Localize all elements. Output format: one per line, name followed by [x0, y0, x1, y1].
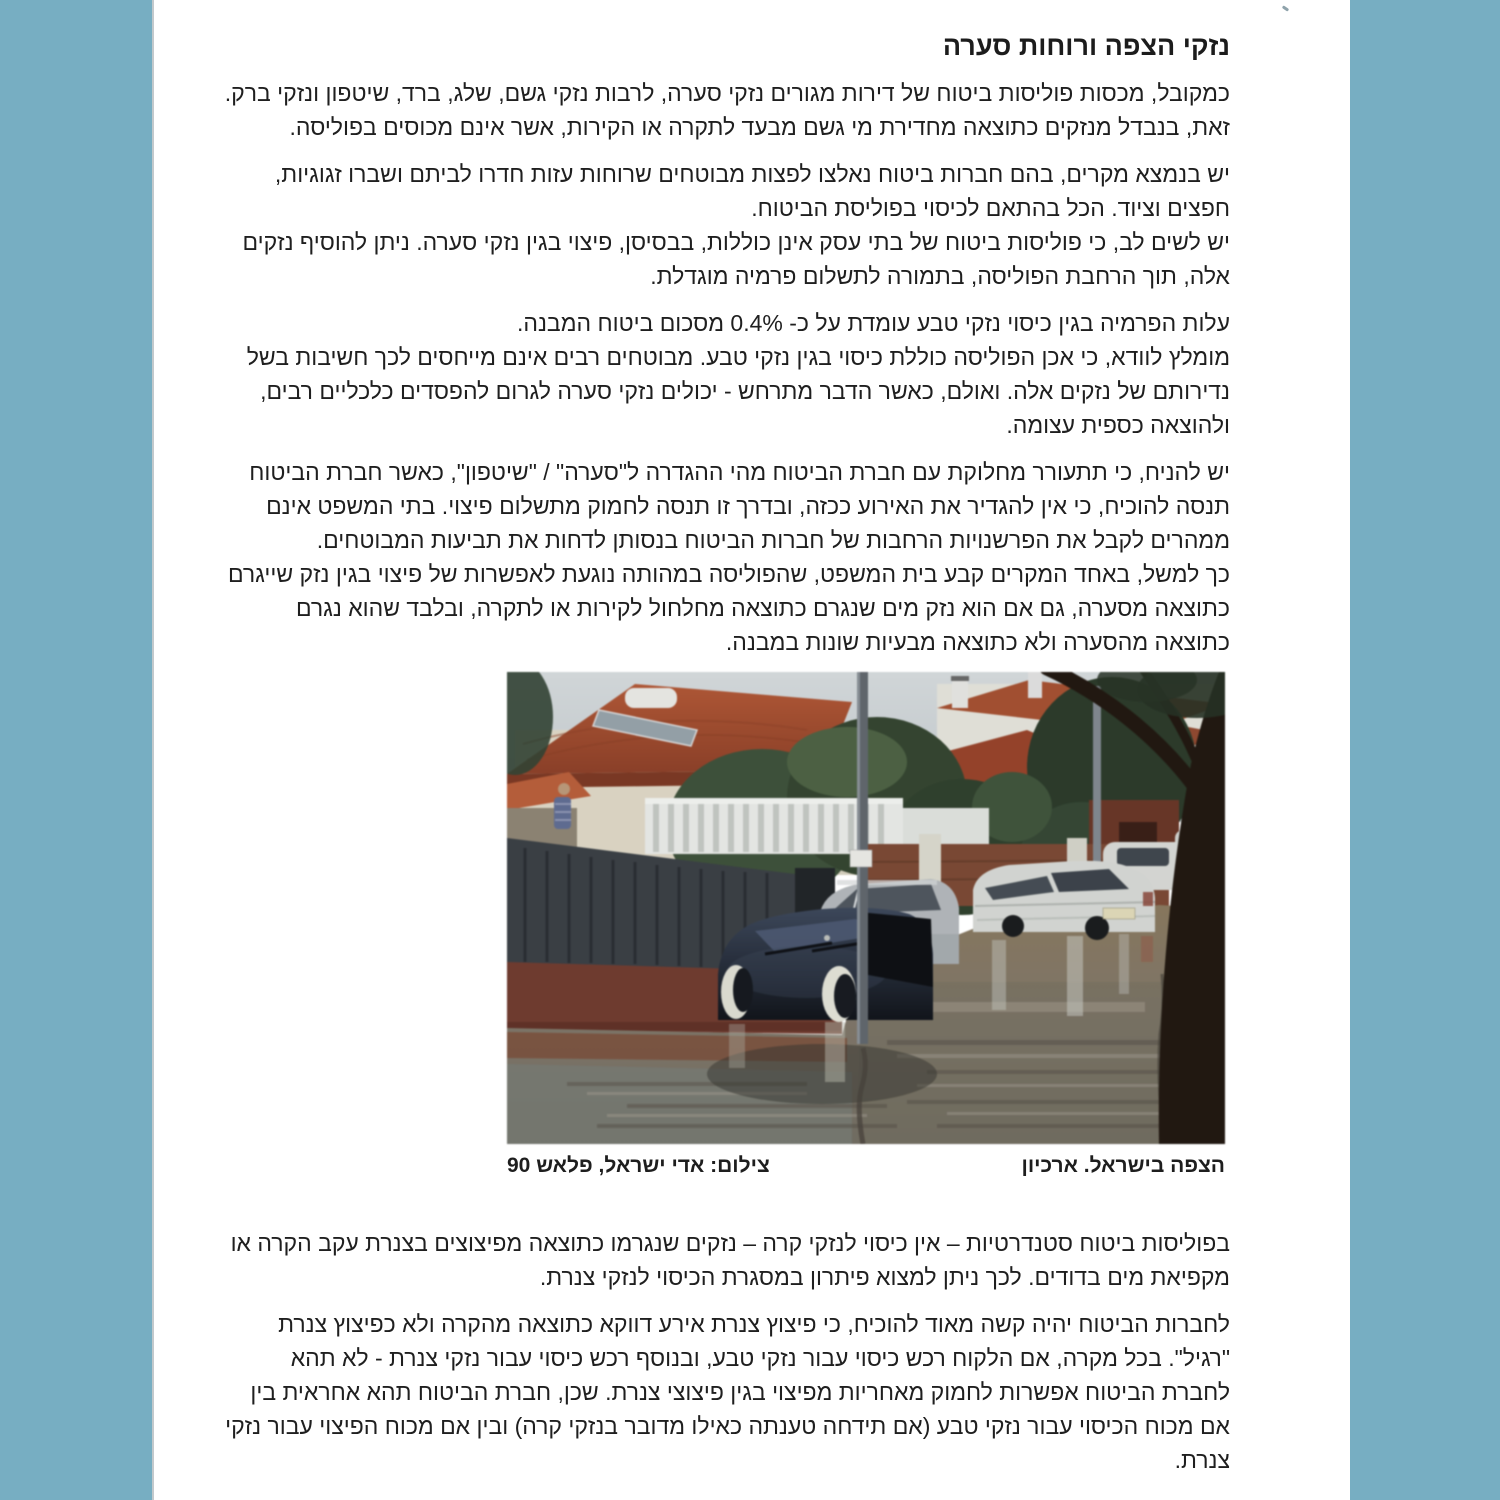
photo-caption-location: הצפה בישראל. ארכיון: [1021, 1154, 1225, 1177]
paragraph: [224, 1226, 1230, 1294]
paragraph: [224, 76, 1230, 144]
white-sedan: [973, 861, 1155, 940]
text-line: בפוליסות ביטוח סטנדרטיות – אין כיסוי לנזקי קרה – נזקים שנגרמו כתוצאה מפיצוצים בצנרת עקב הקרה או מקפיאת מים בדודים. לכך ניתן למצוא פיתרון במסגרת הכיסוי לנזקי צנרת.: [230, 1230, 1230, 1290]
flood-photo: [507, 672, 1225, 1144]
text-line: כמקובל, מכסות פוליסות ביטוח של דירות מגורים נזקי סערה, לרבות נזקי גשם, שלג, ברד, שיטפון ונזקי ברק. זאת, בנבדל מנזקים כתוצאה מחדירת מי גשם מבעד לתקרה או הקירות, אשר אינם מכוסים בפוליסה.: [224, 80, 1230, 140]
photo-caption-credit: צילום: אדי ישראל, פלאש 90: [507, 1154, 770, 1177]
far-pole: [1093, 686, 1101, 882]
text-line: עלות הפרמיה בגין כיסוי נזקי טבע עומדת על כ- 0.4% מסכום ביטוח המבנה.: [517, 310, 1230, 336]
text-line: יש לשים לב, כי פוליסות ביטוח של בתי עסק אינן כוללות, בבסיסן, פיצוי בגין נזקי סערה. ניתן להוסיף נזקים אלה, תוך הרחבת הפוליסה, בתמורה לתשלום פרמיה מוגדלת.: [242, 229, 1230, 289]
paragraph: [224, 1307, 1230, 1477]
text-line: כך למשל, באחד המקרים קבע בית המשפט, שהפוליסה במהותה נוגעת לאפשרות של פיצוי בגין נזק שייגרם כתוצאה מסערה, גם אם הוא נזק מים שנגרם כתוצאה מחלחול לקירות או לתקרה, ובלבד שהוא נגרם כתוצאה מהסערה ולא כתוצאה מבעיות שונות במבנה.: [227, 561, 1230, 655]
article-content: [154, 0, 1350, 1477]
document-page: [152, 0, 1350, 1500]
text-line: מומלץ לוודא, כי אכן הפוליסה כוללת כיסוי בגין נזקי טבע. מבוטחים רבים אינם מייחסים לכך חשיבות בשל נדירותם של נזקים אלה. ואולם, כאשר הדבר מתרחש - יכולים נזקי סערה לגרום להפסדים כלכליים רבים, ולהוצאה כספית עצומה.: [246, 344, 1230, 438]
text-line: לחברות הביטוח יהיה קשה מאוד להוכיח, כי פיצוץ צנרת אירע דווקא כתוצאה מהקרה ולא כפיצוץ צנרת "רגיל". בכל מקרה, אם הלקוח רכש כיסוי עבור נזקי טבע, ובנוסף רכש כיסוי עבור נזקי צנרת - לא תהא לחברת הביטוח אפשרות לחמוק מאחריות מפיצוי בגין פיצוצי צנרת. שכן, חברת הביטוח תהא אחראית בין אם מכוח הכיסוי עבור נזקי טבע (אם תידחה טענתה כאילו מדובר בנזקי קרה) ובין אם מכוח הפיצוי עבור נזקי צנרת.: [225, 1311, 1230, 1473]
photo-caption-row: [507, 1154, 1225, 1178]
paragraph: [224, 157, 1230, 293]
article-title: נזקי הצפה ורוחות סערה: [942, 31, 1230, 61]
paragraph: [224, 455, 1230, 659]
dark-car: [707, 908, 937, 1104]
flood-photo-illustration: [507, 672, 1225, 1144]
text-line: יש להניח, כי תתעורר מחלוקת עם חברת הביטוח מהי ההגדרה ל"סערה" / "שיטפון", כאשר חברת הביטוח תנסה להוכיח, כי אין להגדיר את האירוע ככזה, ובדרך זו תנסה לחמוק מתשלום פיצוי. בתי המשפט אינם ממהרים לקבל את הפרשנויות הרחבות של חברות הביטוח בנסותן לדחות את תביעות המבוטחים.: [249, 459, 1230, 553]
text-line: יש בנמצא מקרים, בהם חברות ביטוח נאלצו לפצות מבוטחים שרוחות עזות חדרו לביתם ושברו זגוגיות, חפצים וציוד. הכל בהתאם לכיסוי בפוליסת הביטוח.: [274, 161, 1230, 221]
paragraph: [224, 306, 1230, 442]
